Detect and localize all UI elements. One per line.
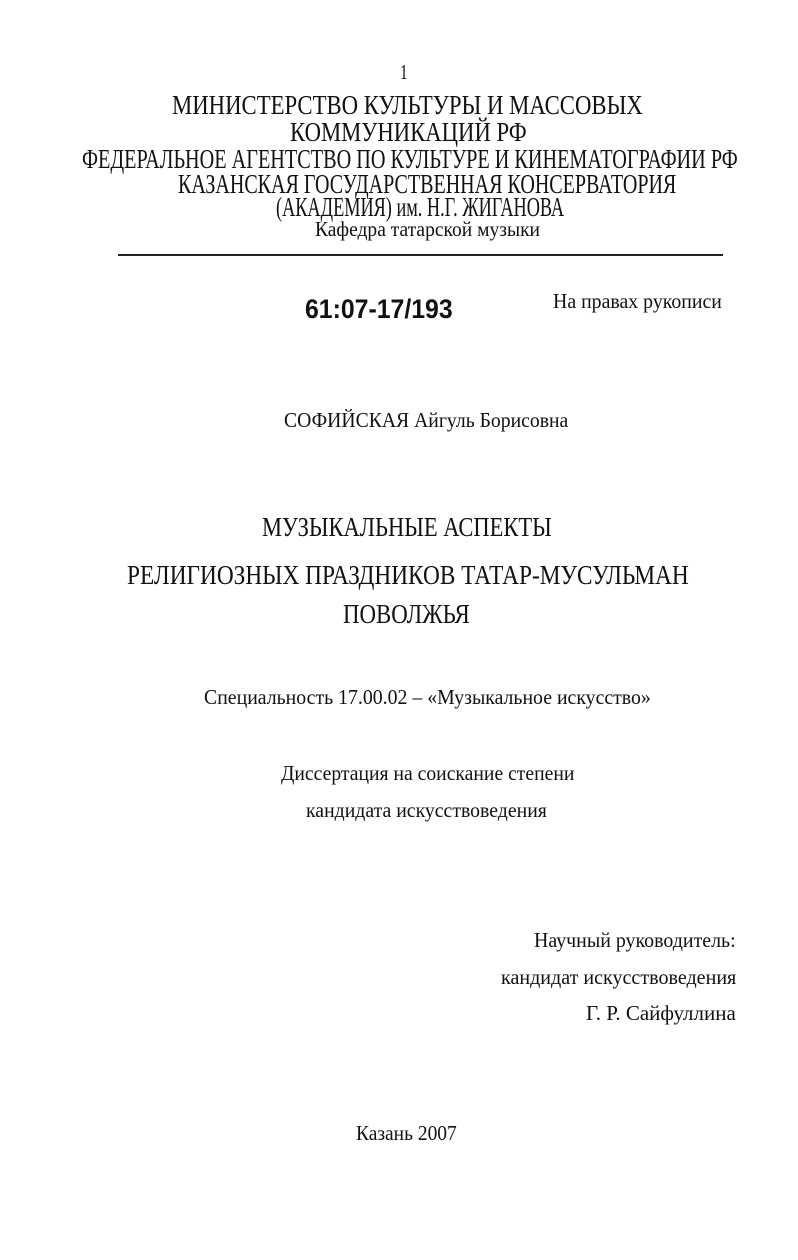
page-number: 1	[400, 60, 408, 84]
header-divider	[118, 254, 723, 256]
degree-line-2: кандидата искусствоведения	[306, 798, 547, 822]
place-year: Казань 2007	[356, 1121, 457, 1145]
degree-line-1: Диссертация на соискание степени	[281, 761, 575, 785]
ministry-line-1: МИНИСТЕРСТВО КУЛЬТУРЫ И МАССОВЫХ	[172, 90, 643, 120]
supervisor-degree: кандидат искусствоведения	[501, 965, 737, 989]
author-name: СОФИЙСКАЯ Айгуль Борисовна	[284, 408, 569, 432]
supervisor-label: Научный руководитель:	[534, 928, 736, 952]
title-line-1: МУЗЫКАЛЬНЫЕ АСПЕКТЫ	[262, 512, 552, 542]
title-line-3: ПОВОЛЖЬЯ	[343, 599, 470, 629]
supervisor-name: Г. Р. Сайфуллина	[586, 1001, 736, 1025]
manuscript-note: На правах рукописи	[553, 289, 722, 313]
catalog-code: 61:07-17/193	[305, 294, 453, 324]
specialty: Специальность 17.00.02 – «Музыкальное искусство»	[204, 685, 651, 709]
department: Кафедра татарской музыки	[315, 217, 541, 241]
institution-line-1: КАЗАНСКАЯ ГОСУДАРСТВЕННАЯ КОНСЕРВАТОРИЯ	[178, 169, 677, 199]
institution-line-2: (АКАДЕМИЯ) им. Н.Г. ЖИГАНОВА	[276, 192, 565, 222]
agency-line: ФЕДЕРАЛЬНОЕ АГЕНТСТВО ПО КУЛЬТУРЕ И КИНЕМАТОГРАФИИ РФ	[82, 144, 738, 174]
title-line-2: РЕЛИГИОЗНЫХ ПРАЗДНИКОВ ТАТАР-МУСУЛЬМАН	[127, 560, 689, 590]
ministry-line-2: КОММУНИКАЦИЙ РФ	[290, 117, 527, 147]
